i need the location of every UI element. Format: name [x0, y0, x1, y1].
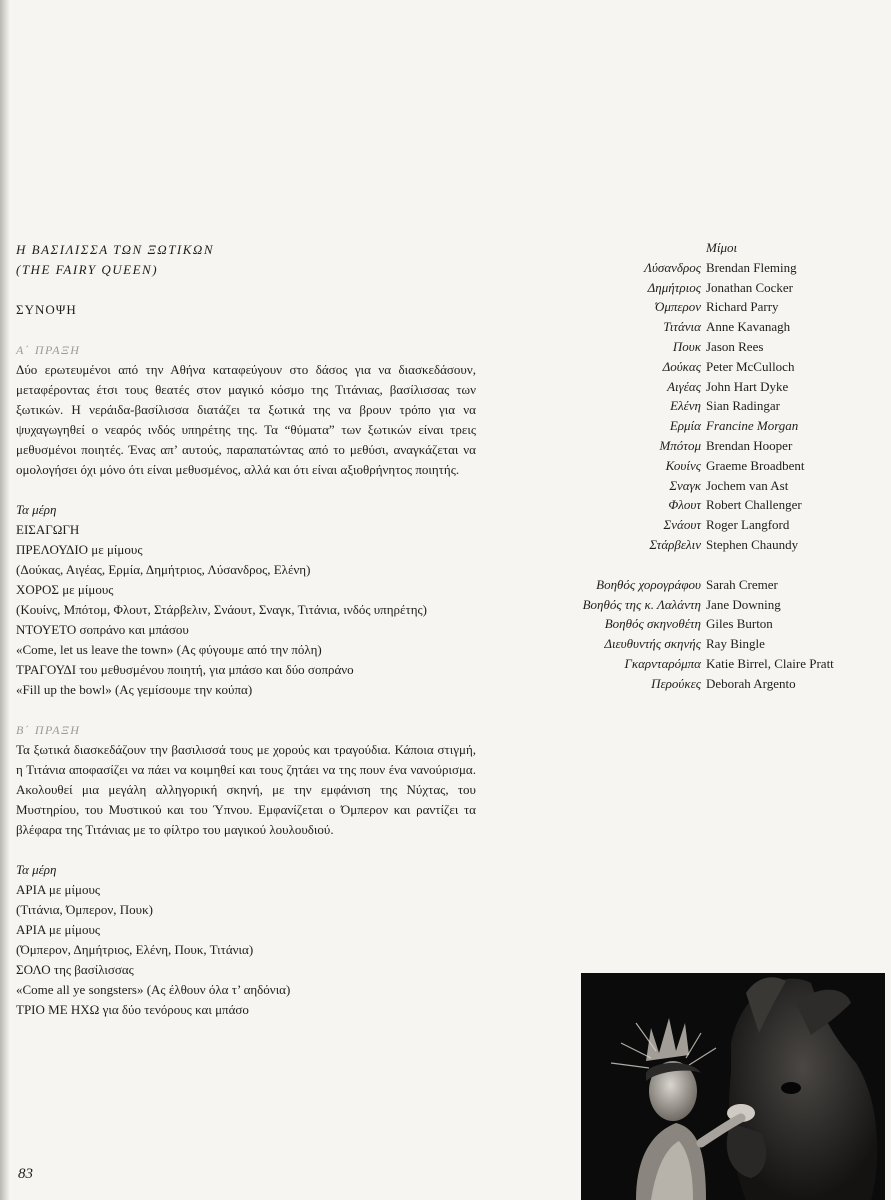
page-title: Η ΒΑΣΙΛΙΣΣΑ ΤΩΝ ΞΩΤΙΚΩΝ	[16, 242, 214, 257]
cast-row-role: Ελένη	[670, 398, 701, 414]
crew-row-name: Giles Burton	[706, 616, 773, 632]
cast-row	[560, 317, 865, 337]
cast-row-role: Τιτάνια	[663, 319, 701, 335]
act2-part-line: ΑΡΙΑ με μίμους	[16, 882, 101, 897]
act2-paragraph: Τα ξωτικά διασκεδάζουν την βασιλισσά τους με χορούς και τραγούδια. Κάποια στιγμή, η Τιτάνια αποφασίζει να πάει να κοιμηθεί και τους ζητάει να της πουν ένα νανούρισμα. Ακολουθεί μια μεγάλη αλληγορική σκηνή, με την εμφάνιση της Νύχτας, του Μυστηρίου, του Μυστικού και του Ύπνου. Εμφανίζεται ο Όμπερον και ραντίζει τα βλέφαρα της Τιτάνιας με το φίλτρο του μαγικού λουλουδιού.	[16, 742, 476, 837]
act1-part-line: «Come, let us leave the town» (Ας φύγουμε από την πόλη)	[16, 642, 322, 657]
cast-row	[560, 476, 865, 496]
act1-heading: Α΄ ΠΡΑΞΗ	[16, 343, 81, 357]
cast-row-name: Francine Morgan	[706, 418, 799, 434]
act1-part-line: ΠΡΕΛΟΥΔΙΟ με μίμους	[16, 542, 143, 557]
act1-part-line: ΕΙΣΑΓΩΓΗ	[16, 522, 80, 537]
cast-row-role: Λύσανδρος	[644, 259, 701, 275]
cast-row-name: Robert Challenger	[706, 497, 802, 513]
cast-row-role: Αιγέας	[667, 378, 701, 394]
crew-row-name: Sarah Cremer	[706, 576, 778, 592]
page-gutter-shadow	[0, 0, 10, 1200]
act1-part-line: ΧΟΡΟΣ με μίμους	[16, 582, 114, 597]
crew-row-role: Βοηθός σκηνοθέτη	[604, 616, 701, 632]
production-photo	[581, 973, 885, 1200]
act1-part-line: (Δούκας, Αιγέας, Ερμία, Δημήτριος, Λύσανδρος, Ελένη)	[16, 562, 311, 577]
crew-row-name: Deborah Argento	[706, 675, 796, 691]
cast-row	[560, 515, 865, 535]
cast-row	[560, 495, 865, 515]
act2-heading: Β΄ ΠΡΑΞΗ	[16, 723, 81, 737]
crew-list	[560, 575, 865, 694]
crew-row	[560, 634, 865, 654]
cast-row	[560, 357, 865, 377]
act2-part-line: ΑΡΙΑ με μίμους	[16, 922, 101, 937]
act1-parts-list	[16, 520, 476, 700]
cast-row	[560, 297, 865, 317]
act2-part-line: (Τιτάνια, Όμπερον, Πουκ)	[16, 902, 153, 917]
cast-row-name: Brendan Hooper	[706, 437, 793, 453]
crew-row-name: Jane Downing	[706, 596, 781, 612]
act2-parts-list	[16, 880, 476, 1020]
cast-row-role: Δούκας	[662, 358, 701, 374]
photo-illustration	[581, 973, 885, 1200]
cast-heading-row	[560, 238, 865, 258]
cast-row-name: Richard Parry	[706, 299, 779, 315]
cast-row-role: Φλουτ	[668, 497, 701, 513]
cast-row-name: Jonathan Cocker	[706, 279, 794, 295]
cast-row-role: Σνάουτ	[663, 517, 701, 533]
cast-row-name: Graeme Broadbent	[706, 457, 805, 473]
cast-row-name: Anne Kavanagh	[706, 319, 791, 335]
crew-row-role: Περούκες	[651, 675, 701, 691]
cast-row-name: Jochem van Ast	[706, 477, 789, 493]
cast-row-role: Στάρβελιν	[649, 536, 701, 552]
act1-parts-heading: Τα μέρη	[16, 502, 57, 517]
act1-paragraph: Δύο ερωτευμένοι από την Αθήνα καταφεύγουν στο δάσος για να διασκεδάσουν, μεταφέροντας έτσι τους θεατές στον μαγικό κόσμο της Τιτάνιας, βασίλισσας των ξωτικών. Η νεράιδα-βασίλισσα διατάζει τα ξωτικά της να βρουν τρόπο για να ψυχαγωγηθεί ο νεαρός ινδός υπηρέτης της. Τα “θύματα” των ξωτικών είναι τρεις μεθυσμένοι ποιητές. Ένας απ’ αυτούς, παραπατώντας από το μεθύσι, αναγκάζεται να ομολογήσει όχι μόνο ότι είναι μεθυσμένος, αλλά και ότι είναι αξιοθρήνητος ποιητής.	[16, 362, 476, 477]
cast-row-role: Κουίνς	[665, 457, 701, 473]
act1-part-line: (Κουίνς, Μπότομ, Φλουτ, Στάρβελιν, Σνάουτ, Σναγκ, Τιτάνια, ινδός υπηρέτης)	[16, 602, 427, 617]
cast-row	[560, 396, 865, 416]
cast-row	[560, 416, 865, 436]
crew-row	[560, 595, 865, 615]
cast-row-name: Roger Langford	[706, 517, 790, 533]
cast-row-role: Ερμία	[669, 418, 701, 434]
cast-list	[560, 258, 865, 555]
crew-row-role: Γκαρνταρόμπα	[624, 655, 701, 671]
credits-column	[560, 238, 865, 694]
crew-row-role: Διευθυντής σκηνής	[604, 636, 701, 652]
page-subtitle: (THE FAIRY QUEEN)	[16, 262, 159, 277]
act1-part-line: «Fill up the bowl» (Ας γεμίσουμε την κούπα)	[16, 682, 253, 697]
cast-heading: Μίμοι	[706, 240, 738, 255]
cast-row	[560, 337, 865, 357]
cast-row-name: Brendan Fleming	[706, 259, 797, 275]
act1-part-line: ΝΤΟΥΕΤΟ σοπράνο και μπάσου	[16, 622, 189, 637]
act2-part-line: (Όμπερον, Δημήτριος, Ελένη, Πουκ, Τιτάνια)	[16, 942, 254, 957]
act2-part-line: ΤΡΙΟ ΜΕ ΗΧΩ για δύο τενόρους και μπάσο	[16, 1002, 249, 1017]
cast-row	[560, 456, 865, 476]
page-number: 83	[18, 1166, 33, 1182]
act2-parts-heading: Τα μέρη	[16, 862, 57, 877]
crew-row-name: Katie Birrel, Claire Pratt	[706, 655, 834, 671]
cast-row-name: Peter McCulloch	[706, 358, 795, 374]
act2-part-line: ΣΟΛΟ της βασίλισσας	[16, 962, 134, 977]
crew-row-role: Βοηθός χορογράφου	[596, 576, 701, 592]
cast-row-role: Πουκ	[672, 338, 701, 354]
cast-row	[560, 258, 865, 278]
crew-row-name: Ray Bingle	[706, 636, 765, 652]
synopsis-column	[16, 240, 476, 1020]
cast-row	[560, 377, 865, 397]
act2-part-line: «Come all ye songsters» (Ας έλθουν όλα τ’ αηδόνια)	[16, 982, 291, 997]
crew-row	[560, 575, 865, 595]
cast-row-role: Μπότομ	[659, 437, 701, 453]
cast-row	[560, 436, 865, 456]
crew-row	[560, 654, 865, 674]
cast-row	[560, 535, 865, 555]
cast-row-name: Sian Radingar	[706, 398, 781, 414]
crew-row	[560, 614, 865, 634]
cast-row-name: Jason Rees	[706, 338, 764, 354]
cast-row-name: Stephen Chaundy	[706, 536, 799, 552]
crew-row	[560, 674, 865, 694]
crew-row-role: Βοηθός της κ. Λαλάντη	[582, 596, 701, 612]
synopsis-heading: ΣΥΝΟΨΗ	[16, 302, 77, 317]
cast-row-role: Σναγκ	[669, 477, 701, 493]
cast-row	[560, 278, 865, 298]
act1-part-line: ΤΡΑΓΟΥΔΙ του μεθυσμένου ποιητή, για μπάσο και δύο σοπράνο	[16, 662, 354, 677]
cast-row-role: Όμπερον	[654, 299, 701, 315]
cast-row-name: John Hart Dyke	[706, 378, 789, 394]
cast-row-role: Δημήτριος	[647, 279, 701, 295]
